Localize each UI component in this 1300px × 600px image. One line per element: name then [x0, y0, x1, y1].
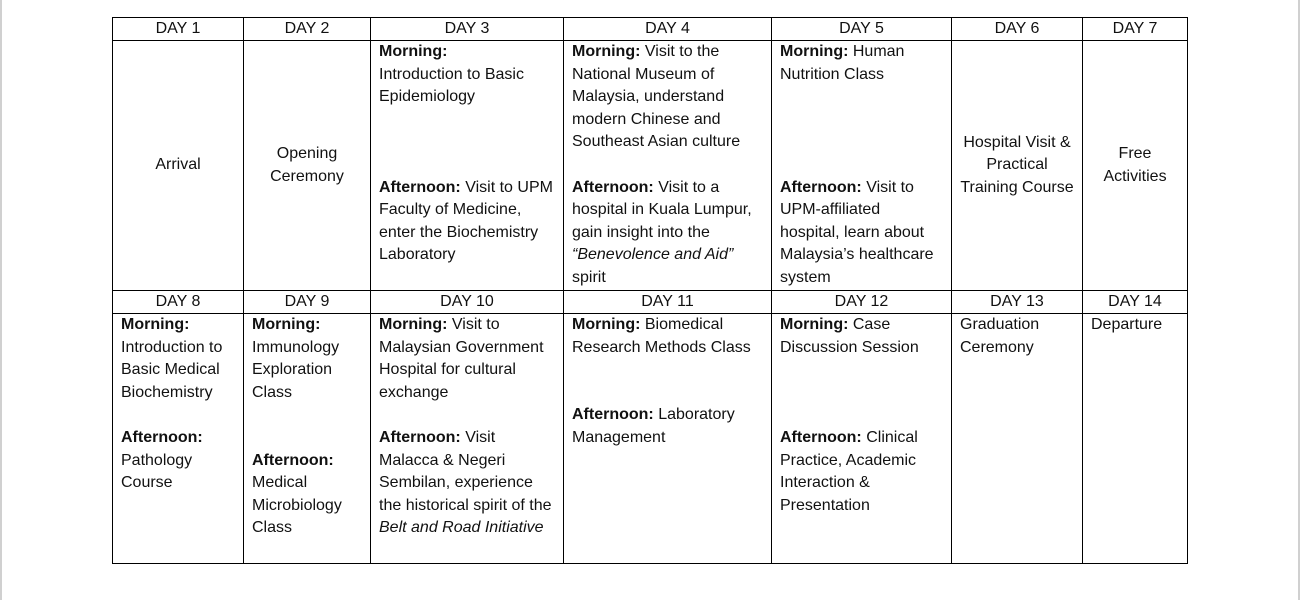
header-day-13: DAY 13: [952, 291, 1083, 314]
afternoon-label: Afternoon:: [379, 428, 461, 446]
header-day-14: DAY 14: [1083, 291, 1188, 314]
morning-label: Morning:: [379, 316, 448, 333]
morning-label: Morning:: [121, 316, 190, 333]
day-5-morning: [780, 41, 943, 86]
header-day-8: DAY 8: [113, 291, 244, 314]
morning-label: Morning:: [780, 316, 849, 333]
afternoon-text: Pathology Course: [121, 451, 193, 492]
afternoon-label: Afternoon:: [780, 428, 862, 446]
day-4-cell: [564, 41, 772, 291]
day-9-afternoon: [252, 450, 362, 540]
week1-body-row: [113, 41, 1188, 291]
day-3-morning: [379, 41, 555, 109]
schedule-table: [112, 17, 1188, 564]
day-11-afternoon: [572, 404, 763, 449]
afternoon-text: Visit to UPM Faculty of Medicine, enter the Biochemistry Laboratory: [379, 178, 553, 264]
header-day-7: DAY 7: [1083, 18, 1188, 41]
morning-label: Morning:: [572, 43, 641, 60]
day-12-morning: [780, 314, 943, 359]
morning-label: Morning:: [780, 43, 849, 60]
day-13-cell: Graduation Ceremony: [952, 314, 1083, 564]
day-4-morning: [572, 41, 763, 154]
afternoon-text: Visit to UPM-affiliated hospital, learn about Malaysia’s healthcare system: [780, 178, 934, 286]
header-day-11: DAY 11: [564, 291, 772, 314]
day-3-afternoon: [379, 177, 555, 267]
week2-header-row: [113, 291, 1188, 314]
header-day-9: DAY 9: [244, 291, 371, 314]
afternoon-label: Afternoon:: [780, 178, 862, 196]
day-9-cell: [244, 314, 371, 564]
afternoon-text: Laboratory Management: [572, 406, 735, 446]
day-7-cell: Free Activities: [1083, 41, 1188, 291]
day-6-cell: Hospital Visit & Practical Training Course: [952, 41, 1083, 291]
afternoon-italic-text: Belt and Road Initiative: [379, 519, 544, 537]
day-10-afternoon: [379, 427, 555, 540]
afternoon-text-end: spirit: [572, 268, 606, 286]
afternoon-text: Visit Malacca & Negeri Sembilan, experience the historical spirit of the: [379, 428, 552, 514]
header-day-5: DAY 5: [772, 18, 952, 41]
day-8-afternoon: [121, 427, 235, 495]
afternoon-label: Afternoon:: [572, 178, 654, 196]
morning-label: Morning:: [379, 43, 448, 60]
afternoon-label: Afternoon:: [572, 406, 654, 424]
afternoon-text: Medical Microbiology Class: [252, 474, 342, 537]
day-1-cell: Arrival: [113, 41, 244, 291]
afternoon-label: Afternoon:: [121, 428, 203, 446]
day-10-morning: [379, 314, 555, 404]
afternoon-label: Afternoon:: [379, 178, 461, 196]
morning-text: Visit to Malaysian Government Hospital for cultural exchange: [379, 316, 544, 401]
day-11-morning: [572, 314, 763, 359]
afternoon-italic-text: “Benevolence and Aid”: [572, 246, 734, 264]
header-day-12: DAY 12: [772, 291, 952, 314]
header-day-1: DAY 1: [113, 18, 244, 41]
day-8-cell: [113, 314, 244, 564]
morning-text: Immunology Exploration Class: [252, 338, 340, 401]
morning-text: Introduction to Basic Epidemiology: [379, 65, 524, 106]
morning-text: Human Nutrition Class: [780, 43, 905, 83]
day-14-cell: Departure: [1083, 314, 1188, 564]
header-day-4: DAY 4: [564, 18, 772, 41]
day-9-morning: [252, 314, 362, 404]
header-day-6: DAY 6: [952, 18, 1083, 41]
day-10-cell: [371, 314, 564, 564]
day-2-cell: Opening Ceremony: [244, 41, 371, 291]
day-5-cell: [772, 41, 952, 291]
header-day-2: DAY 2: [244, 18, 371, 41]
day-12-afternoon: [780, 427, 943, 517]
day-11-cell: [564, 314, 772, 564]
morning-text: Case Discussion Session: [780, 316, 919, 356]
window-left-edge: [0, 0, 2, 600]
morning-text: Introduction to Basic Medical Biochemistry: [121, 338, 223, 401]
morning-label: Morning:: [252, 316, 321, 333]
header-day-3: DAY 3: [371, 18, 564, 41]
week1-header-row: [113, 18, 1188, 41]
day-5-afternoon: [780, 177, 943, 290]
afternoon-text: Visit to a hospital in Kuala Lumpur, gain insight into the: [572, 178, 752, 241]
morning-text: Visit to the National Museum of Malaysia, understand modern Chinese and Southeast Asian culture: [572, 43, 741, 151]
morning-text: Biomedical Research Methods Class: [572, 316, 751, 356]
week2-body-row: [113, 314, 1188, 564]
afternoon-label: Afternoon:: [252, 451, 334, 469]
afternoon-text: Clinical Practice, Academic Interaction & Presentation: [780, 428, 918, 514]
header-day-10: DAY 10: [371, 291, 564, 314]
day-12-cell: [772, 314, 952, 564]
day-3-cell: [371, 41, 564, 291]
day-4-afternoon: [572, 177, 763, 290]
day-8-morning: [121, 314, 235, 404]
morning-label: Morning:: [572, 316, 641, 333]
